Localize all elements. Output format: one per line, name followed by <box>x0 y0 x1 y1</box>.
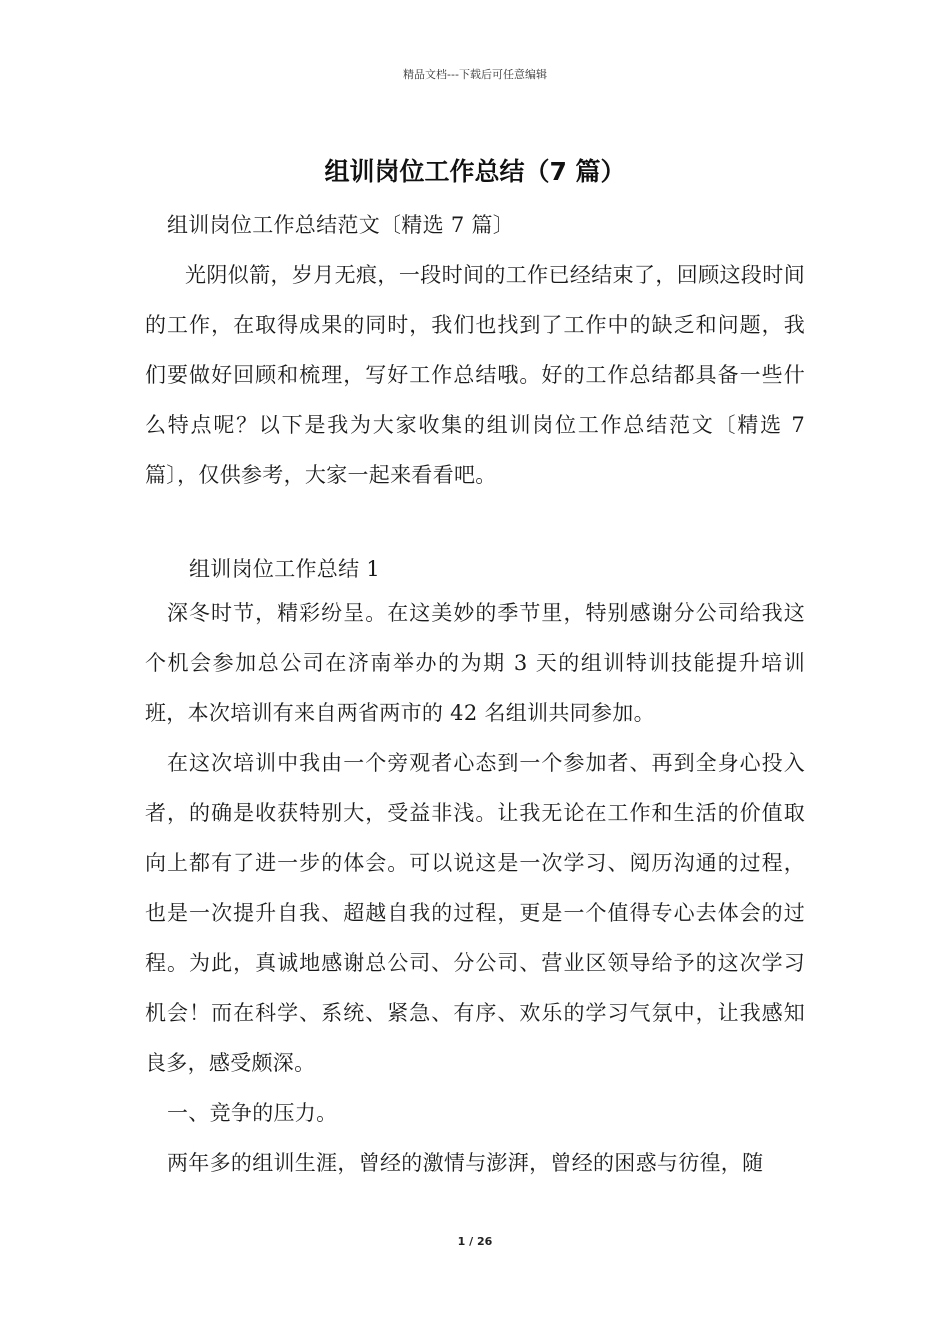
intro-paragraph: 光阴似箭，岁月无痕，一段时间的工作已经结束了，回顾这段时间的工作，在取得成果的同时，我们也找到了工作中的缺乏和问题，我们要做好回顾和梳理，写好工作总结哦。好的工作总结都具备一些什么特点呢？以下是我为大家收集的组训岗位工作总结范文〔精选 7 篇〕，仅供参考，大家一起来看看吧。 <box>145 263 805 487</box>
document-subtitle: 组训岗位工作总结范文〔精选 7 篇〕 <box>167 213 515 237</box>
section-heading: 组训岗位工作总结 1 <box>189 557 381 581</box>
page-number: 1 / 26 <box>457 1235 493 1248</box>
header-note: 精品文档---下载后可任意编辑 <box>403 68 547 81</box>
body-paragraph: 在这次培训中我由一个旁观者心态到一个参加者、再到全身心投入者，的确是收获特别大，受益非浅。让我无论在工作和生活的价值取向上都有了进一步的体会。可以说这是一次学习、阅历沟通的过程，也是一次提升自我、超越自我的过程，更是一个值得专心去体会的过程。为此，真诚地感谢总公司、分公司、营业区领导给予的这次学习机会！而在科学、系统、紧急、有序、欢乐的学习气氛中，让我感知良多，感受颇深。 <box>145 751 805 1075</box>
section-spacer <box>145 500 805 552</box>
document-title: 组训岗位工作总结（7 篇） <box>324 157 626 186</box>
body-paragraph: 深冬时节，精彩纷呈。在这美妙的季节里，特别感谢分公司给我这个机会参加总公司在济南举办的为期 3 天的组训特训技能提升培训班，本次培训有来自两省两市的 42 名组训共同参加。 <box>145 601 805 725</box>
document-body <box>145 208 805 1188</box>
list-heading: 一、竞争的压力。 <box>167 1101 338 1125</box>
body-paragraph: 两年多的组训生涯，曾经的激情与澎湃，曾经的困惑与彷徨，随 <box>167 1151 764 1175</box>
